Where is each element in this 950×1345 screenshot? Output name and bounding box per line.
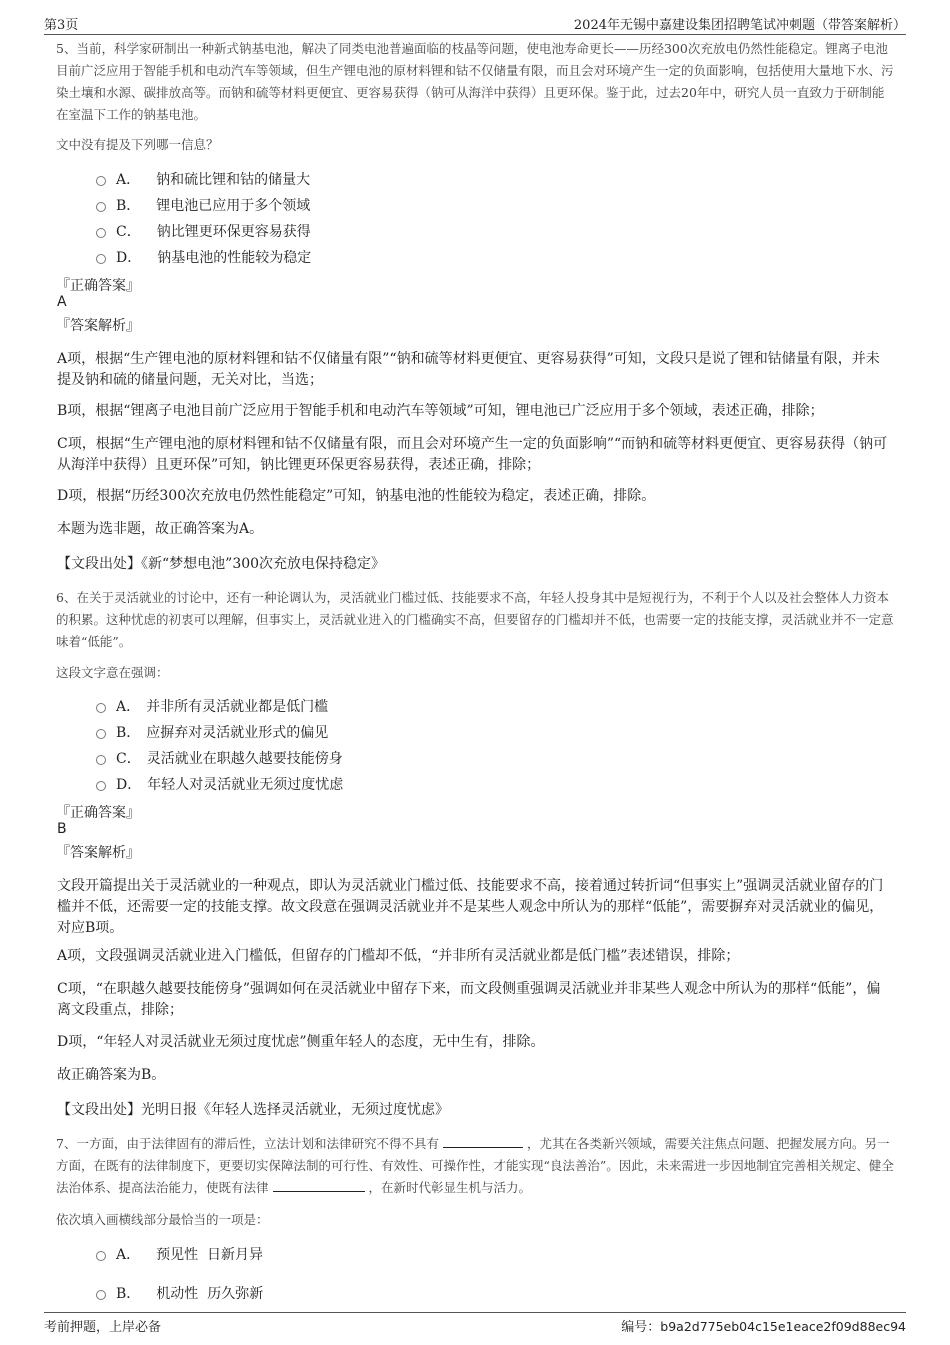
q6-analysis-a: A项，文段强调灵活就业进入门槛低，但留存的门槛却不低，“并非所有灵活就业都是低门槛”表述错误，排除； (57, 948, 740, 964)
page-number: 第3页 (44, 18, 79, 33)
question-5-text: 5、当前，科学家研制出一种新式钠基电池，解决了同类电池普遍面临的枝晶等问题，使电池寿命更长——历经300次充放电仍然性能稳定。锂离子电池目前广泛应用于智能手机和电动汽车等领域，但生产锂电池的原材料锂和钴不仅储量有限，而且会对环境产生一定的负面影响，包括使用大量地下水、污染土壤和水源、碳排放高等。而钠和硫等材料更便宜、更容易获得（钠可从海洋中获得）且更环保。鉴于此，过去20年中，研究人员一直致力于研制能在室温下工作的钠基电池。 (56, 41, 894, 122)
q6-analysis-c: C项，“在职越久越要技能傍身”强调如何在灵活就业中留存下来，而文段侧重强调灵活就业并非某些人观念中所认为的那样“低能”，偏离文段重点，排除； (57, 981, 881, 1018)
q6-conclusion: 故正确答案为B。 (57, 1067, 166, 1083)
q5-option-b[interactable]: B． 锂电池已应用于多个领域 (96, 194, 310, 216)
q6-answer: B (57, 821, 67, 837)
q5-analysis-b: B项，根据“锂离子电池目前广泛应用于智能手机和电动汽车等领域”可知，锂电池已广泛应用于多个领域，表述正确，排除； (57, 403, 824, 419)
q6-analysis-intro: 文段开篇提出关于灵活就业的一种观点，即认为灵活就业门槛过低、技能要求不高，接着通过转折词“但事实上”强调灵活就业留存的门槛并不低，还需要一定的技能支撑。故文段意在强调灵活就业并不是某些人观念中所认为的那样“低能”，需要摒弃对灵活就业的偏见，对应B项。 (57, 878, 884, 936)
q5-conclusion: 本题为选非题，故正确答案为A。 (57, 521, 264, 537)
fill-blank-1[interactable] (443, 1133, 523, 1148)
document-id-label: 编号： (621, 1320, 661, 1335)
q5-source: 【文段出处】《新“梦想电池”300次充放电保持稳定》 (57, 556, 386, 572)
radio-icon[interactable] (96, 254, 106, 264)
radio-icon[interactable] (96, 1251, 106, 1261)
document-id-value: b9a2d775eb04c15e1eace2f09d88ec94 (660, 1319, 906, 1334)
fill-blank-2[interactable] (273, 1177, 365, 1192)
q5-analysis-d: D项，根据“历经300次充放电仍然性能稳定”可知，钠基电池的性能较为稳定，表述正确，排除。 (57, 488, 656, 504)
q5-answer: A (57, 294, 67, 310)
q6-option-b[interactable]: B． 应摒弃对灵活就业形式的偏见 (96, 721, 328, 743)
radio-icon[interactable] (96, 781, 106, 791)
question-5-prompt: 文中没有提及下列哪一信息？ (56, 137, 219, 152)
q6-option-c[interactable]: C． 灵活就业在职越久越要技能傍身 (96, 747, 343, 769)
page-header (44, 14, 906, 35)
document-title: 2024年无锡中嘉建设集团招聘笔试冲刺题（带答案解析） (573, 18, 906, 33)
radio-icon[interactable] (96, 1290, 106, 1300)
question-7-text: 7、一方面，由于法律固有的滞后性，立法计划和法律研究不得不具有 ，尤其在各类新兴领域，需要关注焦点问题、把握发展方向。另一方面，在既有的法律制度下，更要切实保障法制的可行性、有效性、可操作性，才能实现“良法善治”。因此，未来需进一步因地制宜完善相关规定、健全法治体系、提高法治能力，使既有法律 ，在新时代彰显生机与活力。 (56, 1133, 896, 1199)
page-footer (44, 1312, 906, 1336)
q5-option-d[interactable]: D． 钠基电池的性能较为稳定 (96, 246, 311, 268)
question-7-prompt: 依次填入画横线部分最恰当的一项是： (56, 1212, 269, 1227)
q7-option-b[interactable]: B． 机动性 历久弥新 (96, 1282, 263, 1304)
radio-icon[interactable] (96, 176, 106, 186)
q6-option-a[interactable]: A． 并非所有灵活就业都是低门槛 (96, 695, 328, 717)
radio-icon[interactable] (96, 703, 106, 713)
q6-analysis-label: 『答案解析』 (56, 845, 140, 861)
q6-source: 【文段出处】光明日报《年轻人选择灵活就业，无须过度忧虑》 (57, 1102, 449, 1118)
radio-icon[interactable] (96, 228, 106, 238)
radio-icon[interactable] (96, 202, 106, 212)
q5-analysis-c: C项，根据“生产锂电池的原材料锂和钴不仅储量有限，而且会对环境产生一定的负面影响”“而钠和硫等材料更便宜、更容易获得（钠可从海洋中获得）且更环保”可知，钠比锂更环保更容易获得，表述正确，排除； (57, 436, 888, 473)
q6-analysis-d: D项，“年轻人对灵活就业无须过度忧虑”侧重年轻人的态度，无中生有，排除。 (57, 1034, 545, 1050)
q5-answer-label: 『正确答案』 (56, 278, 140, 294)
q6-option-d[interactable]: D． 年轻人对灵活就业无须过度忧虑 (96, 773, 343, 795)
question-6-text: 6、在关于灵活就业的讨论中，还有一种论调认为，灵活就业门槛过低、技能要求不高，年轻人投身其中是短视行为，不利于个人以及社会整体人力资本的积累。这种忧虑的初衷可以理解，但事实上，灵活就业进入的门槛确实不高，但要留存的门槛却并不低，也需要一定的技能支撑，灵活就业并不一定意味着“低能”。 (56, 590, 894, 649)
footer-slogan: 考前押题，上岸必备 (44, 1320, 162, 1335)
q7-option-a[interactable]: A． 预见性 日新月异 (96, 1243, 263, 1265)
radio-icon[interactable] (96, 755, 106, 765)
q6-answer-label: 『正确答案』 (56, 805, 140, 821)
q5-option-c[interactable]: C． 钠比锂更环保更容易获得 (96, 220, 311, 242)
question-6-prompt: 这段文字意在强调： (56, 665, 169, 680)
radio-icon[interactable] (96, 729, 106, 739)
q5-option-a[interactable]: A． 钠和硫比锂和钴的储量大 (96, 168, 310, 190)
q5-analysis-a: A项，根据“生产锂电池的原材料锂和钴不仅储量有限”“钠和硫等材料更便宜、更容易获得”可知，文段只是说了锂和钴储量有限，并未提及钠和硫的储量问题，无关对比，当选； (57, 351, 880, 388)
q5-analysis-label: 『答案解析』 (56, 318, 140, 334)
document-id (621, 1316, 906, 1335)
